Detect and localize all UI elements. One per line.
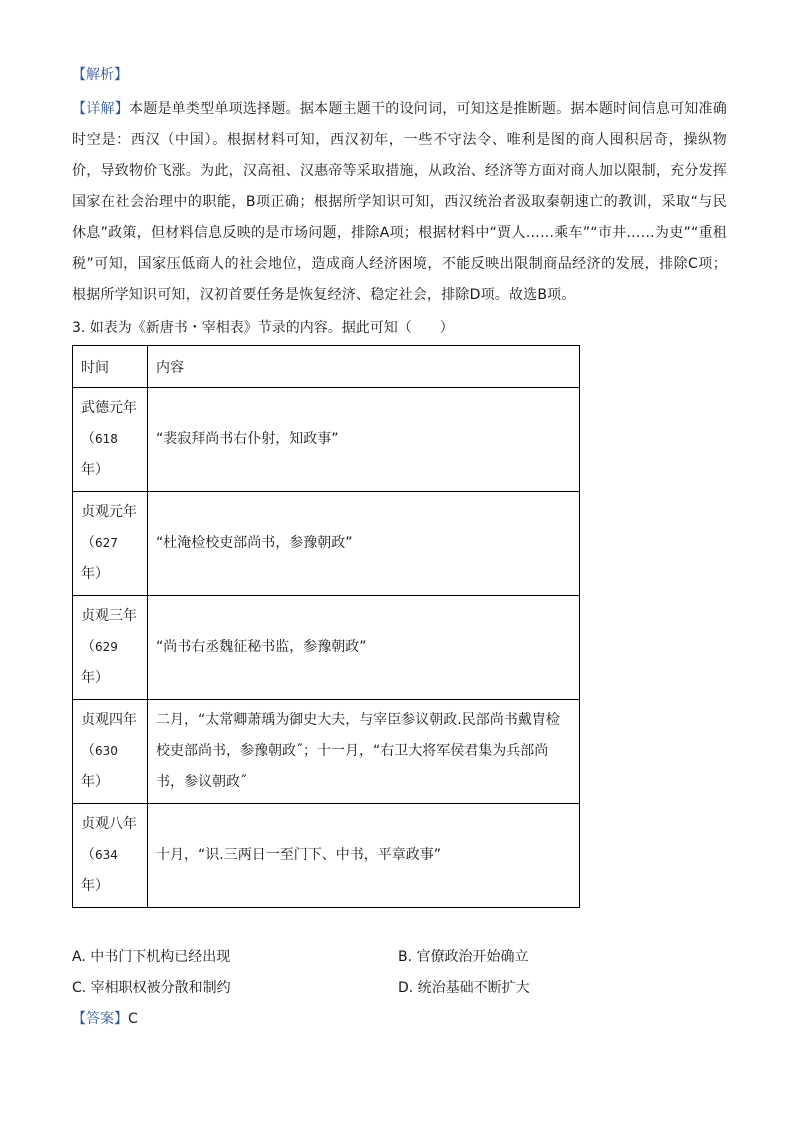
detail-tag: 【详解】: [72, 101, 129, 117]
table-row: [73, 596, 580, 700]
year-number: 634: [95, 848, 118, 862]
time-cell: [73, 596, 148, 700]
answer-tag: 【答案】: [72, 1011, 128, 1027]
year-line: [81, 632, 139, 663]
content-cell: “杜淹检校吏部尚书，参豫朝政”: [148, 492, 580, 596]
time-cell: [73, 492, 148, 596]
table-row: [73, 388, 580, 492]
year-close: 年）: [81, 670, 109, 686]
era-name: 武德元年: [81, 400, 137, 416]
table-row: [73, 700, 580, 804]
answer-value: C: [128, 1011, 138, 1027]
option-d: D. 统治基础不断扩大: [398, 980, 530, 996]
detail-text: 本题是单类型单项选择题。据本题主题干的设问词，可知这是推断题。据本题时间信息可知准确时空是：西汉（中国）。根据材料可知，西汉初年，一些不守法令、唯利是图的商人囤积居奇，操纵物价，导致物价飞涨。为此，汉高祖、汉惠帝等采取措施，从政治、经济等方面对商人加以限制，充分发挥国家在社会治理中的职能，B项正确；根据所学知识可知，西汉统治者汲取秦朝速亡的教训，采取“与民休息”政策，但材料信息反映的是市场问题，排除A项；根据材料中“贾人……乘车”“市井……为吏”“重租税”可知，国家压低商人的社会地位，造成商人经济困境，不能反映出限制商品经济的发展，排除C项；根据所学知识可知，汉初首要任务是恢复经济、稳定社会，排除D项。故选B项。: [72, 101, 727, 303]
time-cell: [73, 388, 148, 492]
header-time: 时间: [73, 346, 148, 388]
option-a: A. 中书门下机构已经出现: [72, 949, 231, 965]
year-close: 年）: [81, 462, 109, 478]
paren-open: （: [81, 639, 95, 655]
table-row: [73, 492, 580, 596]
content-cell: “裴寂拜尚书右仆射，知政事”: [148, 388, 580, 492]
document-page: [72, 64, 727, 1035]
year-line: [81, 424, 139, 455]
question-stem: 3. 如表为《新唐书・宰相表》节录的内容。据此可知（ ）: [72, 320, 454, 336]
era-name: 贞观三年: [81, 608, 137, 624]
era-name: 贞观八年: [81, 816, 137, 832]
year-close: 年）: [81, 774, 109, 790]
paren-open: （: [81, 743, 95, 759]
option-b: B. 官僚政治开始确立: [398, 949, 529, 965]
answer-options: [72, 942, 727, 1004]
era-name: 贞观元年: [81, 504, 137, 520]
content-cell: 十月，“识.三两日一至门下、中书，平章政事”: [148, 804, 580, 908]
time-cell: [73, 700, 148, 804]
year-line: [81, 736, 139, 767]
records-table: [72, 345, 580, 908]
analysis-heading: 【解析】: [72, 67, 128, 83]
year-number: 629: [95, 640, 118, 654]
time-cell: [73, 804, 148, 908]
option-c: C. 宰相职权被分散和制约: [72, 980, 231, 996]
year-number: 627: [95, 536, 118, 550]
era-name: 贞观四年: [81, 712, 137, 728]
year-close: 年）: [81, 566, 109, 582]
year-line: [81, 840, 139, 871]
year-close: 年）: [81, 878, 109, 894]
year-line: [81, 528, 139, 559]
table-row: [73, 804, 580, 908]
answer-line: [72, 1004, 727, 1035]
detail-paragraph: [72, 94, 727, 311]
paren-open: （: [81, 535, 95, 551]
content-cell: 二月，“太常卿萧瑀为御史大夫，与宰臣参议朝政.民部尚书戴胄检校吏部尚书，参豫朝政˝；十一月，“右卫大将军侯君集为兵部尚书，参议朝政˝: [148, 700, 580, 804]
table-header-row: [73, 346, 580, 388]
content-cell: “尚书右丞魏征秘书监，参豫朝政”: [148, 596, 580, 700]
year-number: 630: [95, 744, 118, 758]
header-content: 内容: [148, 346, 580, 388]
paren-open: （: [81, 431, 95, 447]
paren-open: （: [81, 847, 95, 863]
year-number: 618: [95, 432, 118, 446]
